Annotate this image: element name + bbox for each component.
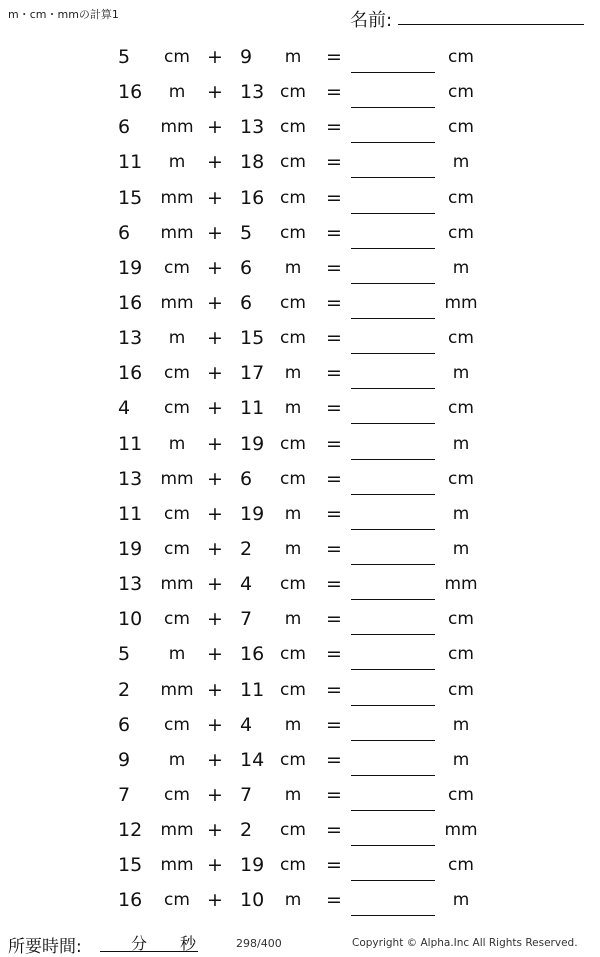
second-unit: m xyxy=(284,363,302,384)
second-number: 4 xyxy=(240,573,253,596)
answer-unit: m xyxy=(452,714,470,735)
second-number: 7 xyxy=(240,608,253,631)
first-number: 19 xyxy=(118,537,143,560)
answer-unit: cm xyxy=(448,784,474,805)
first-unit: m xyxy=(168,152,186,173)
first-unit: mm xyxy=(160,679,194,700)
name-label: 名前: xyxy=(350,10,393,31)
first-number: 6 xyxy=(118,713,131,736)
first-unit: mm xyxy=(160,855,194,876)
answer-unit: m xyxy=(452,538,470,559)
first-unit: mm xyxy=(160,574,194,595)
answer-unit: cm xyxy=(448,328,474,349)
answer-blank[interactable] xyxy=(351,845,435,846)
problem-row xyxy=(0,145,600,180)
answer-unit: mm xyxy=(444,820,478,841)
first-unit: mm xyxy=(160,222,194,243)
problem-row xyxy=(0,883,600,918)
first-number: 4 xyxy=(118,397,131,420)
equals-sign: = xyxy=(326,854,342,877)
answer-blank[interactable] xyxy=(351,880,435,881)
second-number: 11 xyxy=(240,397,265,420)
first-unit: cm xyxy=(164,363,190,384)
answer-unit: cm xyxy=(448,222,474,243)
answer-blank[interactable] xyxy=(351,177,435,178)
problem-row xyxy=(0,216,600,251)
answer-blank[interactable] xyxy=(351,142,435,143)
first-unit: cm xyxy=(164,257,190,278)
second-unit: cm xyxy=(280,749,306,770)
problem-row xyxy=(0,567,600,602)
second-unit: cm xyxy=(280,117,306,138)
problem-row xyxy=(0,813,600,848)
first-number: 15 xyxy=(118,186,143,209)
answer-blank[interactable] xyxy=(351,634,435,635)
answer-blank[interactable] xyxy=(351,107,435,108)
problem-row xyxy=(0,286,600,321)
answer-blank[interactable] xyxy=(351,423,435,424)
answer-blank[interactable] xyxy=(351,915,435,916)
first-unit: m xyxy=(168,82,186,103)
second-unit: cm xyxy=(280,679,306,700)
first-unit: mm xyxy=(160,292,194,313)
first-number: 6 xyxy=(118,116,131,139)
answer-unit: m xyxy=(452,152,470,173)
plus-sign: + xyxy=(207,643,223,666)
answer-unit: cm xyxy=(448,644,474,665)
problem-row xyxy=(0,427,600,462)
plus-sign: + xyxy=(207,889,223,912)
problem-row xyxy=(0,532,600,567)
plus-sign: + xyxy=(207,854,223,877)
first-number: 15 xyxy=(118,854,143,877)
answer-unit: m xyxy=(452,749,470,770)
first-unit: m xyxy=(168,328,186,349)
problem-row xyxy=(0,743,600,778)
second-unit: m xyxy=(284,47,302,67)
page-number: 298/400 xyxy=(236,937,282,950)
problem-row xyxy=(0,391,600,426)
first-number: 2 xyxy=(118,678,131,701)
second-number: 16 xyxy=(240,643,265,666)
answer-blank[interactable] xyxy=(351,72,435,73)
first-number: 16 xyxy=(118,291,143,314)
second-number: 14 xyxy=(240,748,265,771)
plus-sign: + xyxy=(207,748,223,771)
problem-row xyxy=(0,75,600,110)
first-number: 6 xyxy=(118,221,131,244)
second-number: 6 xyxy=(240,256,253,279)
problem-row xyxy=(0,673,600,708)
first-unit: m xyxy=(168,644,186,665)
problem-row xyxy=(0,602,600,637)
second-number: 19 xyxy=(240,502,265,525)
first-unit: mm xyxy=(160,468,194,489)
answer-unit: mm xyxy=(444,574,478,595)
first-unit: mm xyxy=(160,117,194,138)
second-unit: cm xyxy=(280,644,306,665)
answer-blank[interactable] xyxy=(351,213,435,214)
first-number: 13 xyxy=(118,467,143,490)
plus-sign: + xyxy=(207,783,223,806)
first-number: 5 xyxy=(118,46,131,68)
first-unit: cm xyxy=(164,784,190,805)
answer-unit: cm xyxy=(448,47,474,67)
equals-sign: = xyxy=(326,537,342,560)
second-unit: cm xyxy=(280,820,306,841)
plus-sign: + xyxy=(207,573,223,596)
first-unit: cm xyxy=(164,714,190,735)
first-unit: cm xyxy=(164,538,190,559)
second-number: 2 xyxy=(240,537,253,560)
first-number: 13 xyxy=(118,573,143,596)
first-number: 7 xyxy=(118,783,131,806)
first-number: 9 xyxy=(118,748,131,771)
answer-unit: cm xyxy=(448,82,474,103)
second-number: 17 xyxy=(240,362,265,385)
second-unit: cm xyxy=(280,574,306,595)
equals-sign: = xyxy=(326,467,342,490)
first-number: 12 xyxy=(118,819,143,842)
second-number: 4 xyxy=(240,713,253,736)
answer-blank[interactable] xyxy=(351,353,435,354)
answer-unit: cm xyxy=(448,398,474,419)
plus-sign: + xyxy=(207,116,223,139)
equals-sign: = xyxy=(326,783,342,806)
first-number: 10 xyxy=(118,608,143,631)
equals-sign: = xyxy=(326,748,342,771)
second-unit: cm xyxy=(280,82,306,103)
plus-sign: + xyxy=(207,819,223,842)
second-number: 6 xyxy=(240,291,253,314)
equals-sign: = xyxy=(326,81,342,104)
plus-sign: + xyxy=(207,467,223,490)
name-field-line[interactable] xyxy=(398,24,584,25)
answer-blank[interactable] xyxy=(351,669,435,670)
answer-unit: cm xyxy=(448,117,474,138)
problem-row xyxy=(0,497,600,532)
first-number: 16 xyxy=(118,81,143,104)
equals-sign: = xyxy=(326,151,342,174)
second-number: 18 xyxy=(240,151,265,174)
answer-unit: cm xyxy=(448,609,474,630)
answer-unit: cm xyxy=(448,855,474,876)
answer-unit: m xyxy=(452,503,470,524)
problem-row xyxy=(0,848,600,883)
answer-unit: m xyxy=(452,433,470,454)
answer-blank[interactable] xyxy=(351,494,435,495)
equals-sign: = xyxy=(326,256,342,279)
second-unit: m xyxy=(284,890,302,911)
equals-sign: = xyxy=(326,291,342,314)
answer-unit: m xyxy=(452,890,470,911)
plus-sign: + xyxy=(207,291,223,314)
problem-row xyxy=(0,321,600,356)
plus-sign: + xyxy=(207,362,223,385)
problem-row xyxy=(0,708,600,743)
first-unit: cm xyxy=(164,609,190,630)
equals-sign: = xyxy=(326,573,342,596)
first-number: 16 xyxy=(118,362,143,385)
answer-blank[interactable] xyxy=(351,810,435,811)
answer-unit: cm xyxy=(448,468,474,489)
second-number: 16 xyxy=(240,186,265,209)
plus-sign: + xyxy=(207,327,223,350)
plus-sign: + xyxy=(207,502,223,525)
minutes-label: 分 xyxy=(131,934,148,953)
answer-blank[interactable] xyxy=(351,248,435,249)
second-number: 5 xyxy=(240,221,253,244)
second-number: 19 xyxy=(240,854,265,877)
second-number: 7 xyxy=(240,783,253,806)
first-number: 11 xyxy=(118,432,143,455)
equals-sign: = xyxy=(326,397,342,420)
second-number: 15 xyxy=(240,327,265,350)
second-unit: cm xyxy=(280,222,306,243)
second-unit: cm xyxy=(280,855,306,876)
equals-sign: = xyxy=(326,362,342,385)
second-unit: m xyxy=(284,784,302,805)
first-number: 16 xyxy=(118,889,143,912)
problem-row xyxy=(0,356,600,391)
problem-row xyxy=(0,637,600,672)
problem-row xyxy=(0,462,600,497)
answer-unit: cm xyxy=(448,679,474,700)
second-number: 2 xyxy=(240,819,253,842)
plus-sign: + xyxy=(207,678,223,701)
equals-sign: = xyxy=(326,116,342,139)
equals-sign: = xyxy=(326,432,342,455)
equals-sign: = xyxy=(326,678,342,701)
answer-blank[interactable] xyxy=(351,459,435,460)
first-number: 5 xyxy=(118,643,131,666)
time-required-label: 所要時間: xyxy=(8,937,82,957)
answer-blank[interactable] xyxy=(351,740,435,741)
equals-sign: = xyxy=(326,819,342,842)
plus-sign: + xyxy=(207,713,223,736)
problem-row xyxy=(0,251,600,286)
second-number: 13 xyxy=(240,116,265,139)
plus-sign: + xyxy=(207,46,223,68)
second-unit: cm xyxy=(280,292,306,313)
plus-sign: + xyxy=(207,432,223,455)
worksheet-title: m・cm・mmの計算1 xyxy=(8,8,119,21)
first-unit: cm xyxy=(164,503,190,524)
problem-row xyxy=(0,40,600,75)
plus-sign: + xyxy=(207,537,223,560)
problem-row xyxy=(0,110,600,145)
equals-sign: = xyxy=(326,186,342,209)
second-unit: cm xyxy=(280,152,306,173)
problem-list xyxy=(0,40,600,919)
equals-sign: = xyxy=(326,889,342,912)
second-unit: m xyxy=(284,714,302,735)
equals-sign: = xyxy=(326,608,342,631)
first-unit: cm xyxy=(164,890,190,911)
first-unit: mm xyxy=(160,820,194,841)
answer-blank[interactable] xyxy=(351,599,435,600)
answer-unit: m xyxy=(452,363,470,384)
equals-sign: = xyxy=(326,327,342,350)
answer-blank[interactable] xyxy=(351,318,435,319)
second-unit: cm xyxy=(280,433,306,454)
second-unit: m xyxy=(284,609,302,630)
equals-sign: = xyxy=(326,502,342,525)
first-unit: m xyxy=(168,433,186,454)
second-unit: cm xyxy=(280,187,306,208)
first-number: 13 xyxy=(118,327,143,350)
plus-sign: + xyxy=(207,151,223,174)
second-unit: m xyxy=(284,398,302,419)
equals-sign: = xyxy=(326,643,342,666)
answer-unit: m xyxy=(452,257,470,278)
equals-sign: = xyxy=(326,713,342,736)
equals-sign: = xyxy=(326,221,342,244)
copyright-notice: Copyright © Alpha.Inc All Rights Reserved. xyxy=(352,937,578,949)
second-number: 19 xyxy=(240,432,265,455)
first-unit: cm xyxy=(164,47,190,67)
first-unit: m xyxy=(168,749,186,770)
answer-unit: cm xyxy=(448,187,474,208)
plus-sign: + xyxy=(207,221,223,244)
plus-sign: + xyxy=(207,397,223,420)
second-number: 13 xyxy=(240,81,265,104)
problem-row xyxy=(0,181,600,216)
answer-blank[interactable] xyxy=(351,529,435,530)
plus-sign: + xyxy=(207,608,223,631)
seconds-label: 秒 xyxy=(180,934,197,953)
first-unit: mm xyxy=(160,187,194,208)
second-number: 9 xyxy=(240,46,253,68)
second-unit: m xyxy=(284,257,302,278)
second-unit: cm xyxy=(280,468,306,489)
second-unit: cm xyxy=(280,328,306,349)
first-number: 11 xyxy=(118,502,143,525)
second-number: 6 xyxy=(240,467,253,490)
answer-unit: mm xyxy=(444,292,478,313)
second-number: 11 xyxy=(240,678,265,701)
first-number: 11 xyxy=(118,151,143,174)
problem-row xyxy=(0,778,600,813)
second-unit: m xyxy=(284,503,302,524)
equals-sign: = xyxy=(326,46,342,68)
answer-blank[interactable] xyxy=(351,705,435,706)
answer-blank[interactable] xyxy=(351,775,435,776)
plus-sign: + xyxy=(207,256,223,279)
second-number: 10 xyxy=(240,889,265,912)
answer-blank[interactable] xyxy=(351,564,435,565)
answer-blank[interactable] xyxy=(351,388,435,389)
plus-sign: + xyxy=(207,186,223,209)
second-unit: m xyxy=(284,538,302,559)
plus-sign: + xyxy=(207,81,223,104)
first-number: 19 xyxy=(118,256,143,279)
first-unit: cm xyxy=(164,398,190,419)
answer-blank[interactable] xyxy=(351,283,435,284)
